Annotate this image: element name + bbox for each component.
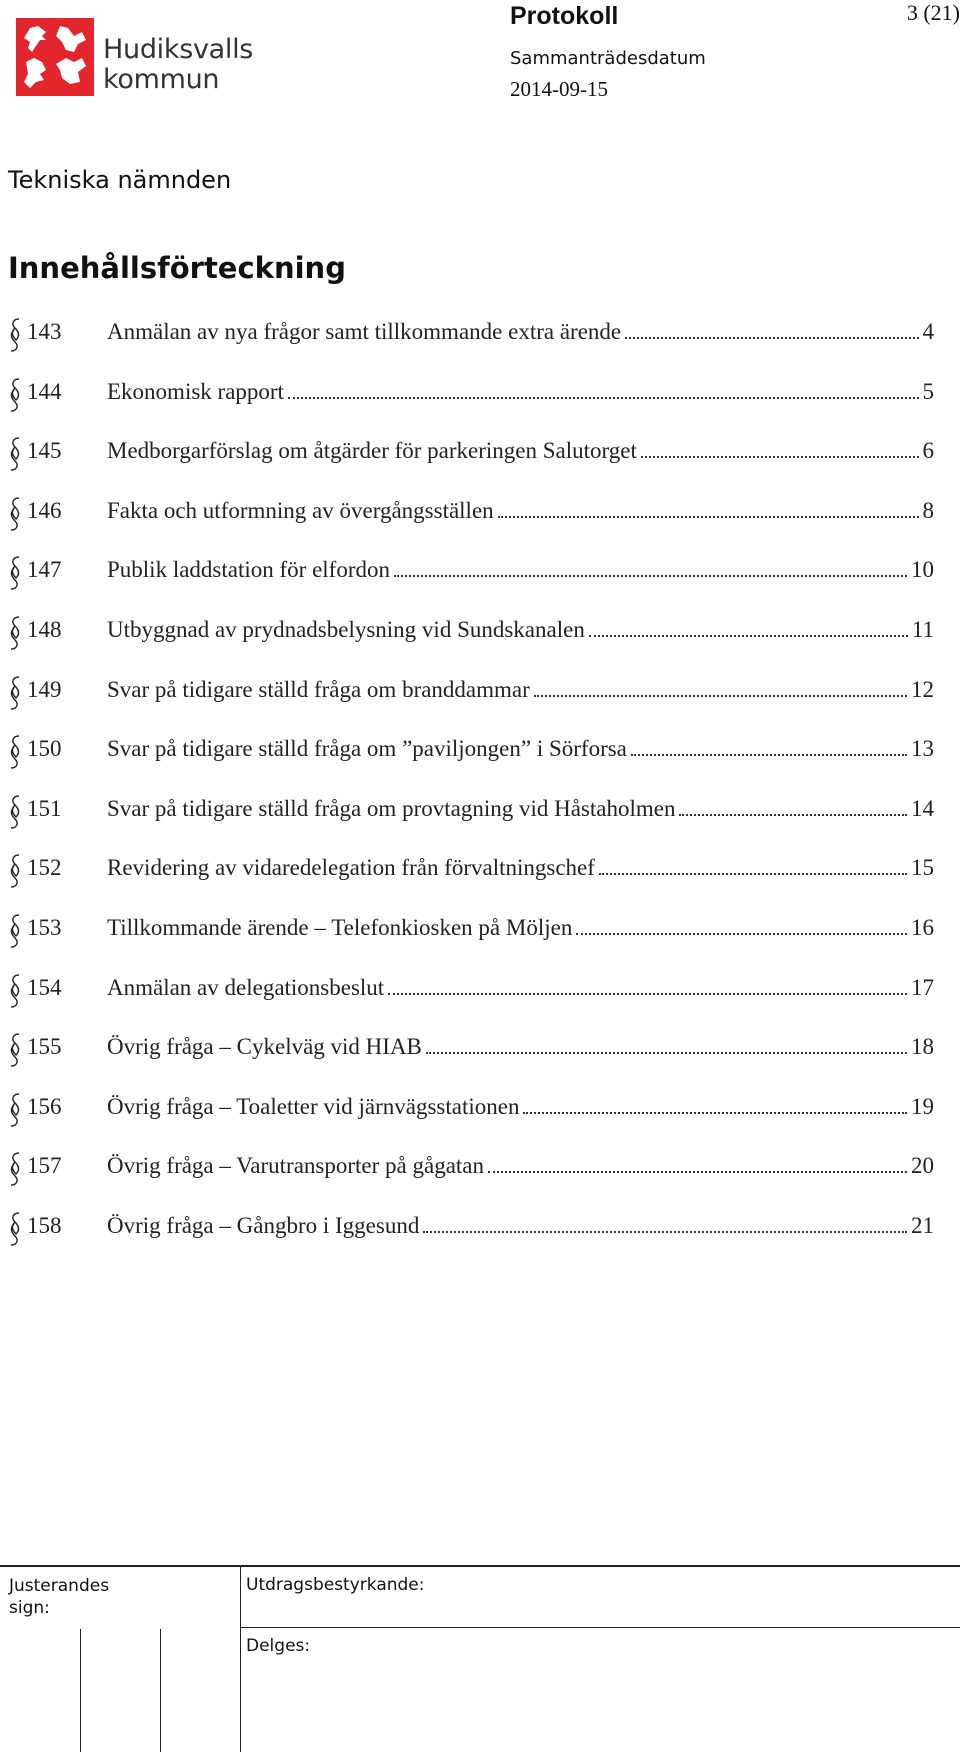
toc-entry[interactable] [8, 790, 934, 850]
utdragsbestyrkande-label: Utdragsbestyrkande: [246, 1575, 425, 1595]
committee-name: Tekniska nämnden [8, 166, 232, 194]
toc-section-number: 148 [27, 616, 62, 642]
section-sign-icon [8, 912, 22, 950]
section-sign-icon [8, 674, 22, 712]
toc-title: Svar på tidigare ställd fråga om ”paviljongen” i Sörforsa [107, 736, 627, 762]
justerandes-label-line-2: sign: [9, 1598, 50, 1618]
section-sign-icon [8, 1091, 22, 1129]
toc-page-number: 5 [922, 378, 934, 404]
toc-section-number: 147 [27, 557, 62, 583]
toc-section-number: 152 [27, 855, 62, 881]
section-sign-icon [8, 316, 22, 354]
toc-leader-dots [394, 575, 907, 577]
toc-title: Publik laddstation för elfordon [107, 557, 390, 583]
toc-section-number: 156 [27, 1093, 62, 1119]
toc-page-number: 8 [922, 497, 934, 523]
toc-section-number: 154 [27, 974, 62, 1000]
section-sign-icon [8, 1031, 22, 1069]
toc-entry-line [107, 379, 934, 405]
toc-title: Utbyggnad av prydnadsbelysning vid Sundskanalen [107, 616, 585, 642]
toc-entry-line [107, 736, 934, 762]
toc-entry[interactable] [8, 492, 934, 552]
toc-leader-dots [679, 814, 907, 816]
section-sign-icon [8, 435, 22, 473]
toc-entry[interactable] [8, 1147, 934, 1207]
toc-entry-line [107, 915, 934, 941]
section-sign-icon [8, 793, 22, 831]
toc-page-number: 21 [911, 1212, 934, 1238]
logo-line-1: Hudiksvalls [103, 34, 254, 65]
table-of-contents [8, 313, 934, 1267]
toc-leader-dots [523, 1112, 907, 1114]
toc-page-number: 4 [922, 319, 934, 344]
toc-title: Svar på tidigare ställd fråga om provtagning vid Håstaholmen [107, 795, 676, 821]
toc-title: Övrig fråga – Toaletter vid järnvägsstationen [107, 1093, 520, 1119]
toc-entry[interactable] [8, 313, 934, 373]
logo-text [103, 35, 253, 95]
goat-crest-icon [16, 18, 94, 96]
toc-page-number: 13 [911, 736, 934, 762]
toc-section-number: 145 [27, 438, 62, 464]
toc-leader-dots [576, 933, 907, 935]
toc-page-number: 16 [911, 914, 934, 940]
toc-leader-dots [625, 337, 918, 339]
toc-entry-line [107, 1034, 934, 1060]
toc-section-number: 146 [27, 497, 62, 523]
toc-entry[interactable] [8, 969, 934, 1029]
toc-title: Övrig fråga – Cykelväg vid HIAB [107, 1034, 422, 1060]
delges-label: Delges: [246, 1636, 311, 1656]
toc-section-number: 151 [27, 795, 62, 821]
toc-section-number: 144 [27, 378, 62, 404]
toc-title: Anmälan av nya frågor samt tillkommande extra ärende [107, 319, 622, 344]
footer-row-divider [240, 1627, 960, 1628]
toc-entry[interactable] [8, 730, 934, 790]
toc-entry[interactable] [8, 611, 934, 671]
toc-entry[interactable] [8, 671, 934, 731]
toc-title: Svar på tidigare ställd fråga om branddammar [107, 676, 530, 702]
toc-section-number: 153 [27, 914, 62, 940]
signature-box-divider [80, 1629, 81, 1752]
toc-entry-line [107, 438, 934, 464]
toc-page-number: 6 [922, 438, 934, 464]
footer-divider [240, 1567, 241, 1752]
toc-page-number: 11 [911, 616, 934, 642]
justerandes-label-line-1: Justerandes [9, 1576, 110, 1596]
toc-entry-line [107, 855, 934, 881]
toc-page-number: 12 [911, 676, 934, 702]
toc-title: Tillkommande ärende – Telefonkiosken på Möljen [107, 914, 573, 940]
hudiksvall-logo [16, 18, 268, 96]
toc-title: Medborgarförslag om åtgärder för parkeringen Salutorget [107, 438, 637, 464]
toc-leader-dots [631, 754, 907, 756]
toc-page-number: 17 [911, 974, 934, 1000]
toc-entry-line [107, 617, 934, 643]
page-number: 3 (21) [906, 0, 960, 25]
toc-title: Fakta och utformning av övergångsställen [107, 497, 494, 523]
document-type: Protokoll [510, 2, 619, 30]
section-sign-icon [8, 972, 22, 1010]
toc-entry[interactable] [8, 551, 934, 611]
section-sign-icon [8, 495, 22, 533]
toc-leader-dots [641, 456, 919, 458]
toc-leader-dots [534, 695, 907, 697]
section-sign-icon [8, 1210, 22, 1248]
toc-title: Ekonomisk rapport [107, 378, 284, 404]
toc-page-number: 19 [911, 1093, 934, 1119]
toc-entry[interactable] [8, 909, 934, 969]
toc-title: Revidering av vidaredelegation från förvaltningschef [107, 855, 595, 881]
toc-page-number: 20 [911, 1153, 934, 1179]
section-sign-icon [8, 614, 22, 652]
toc-section-number: 158 [27, 1212, 62, 1238]
toc-entry[interactable] [8, 1207, 934, 1267]
toc-leader-dots [423, 1231, 907, 1233]
toc-entry-line [107, 557, 934, 583]
toc-page-number: 15 [911, 855, 934, 881]
toc-leader-dots [488, 1171, 907, 1173]
toc-entry-line [107, 1094, 934, 1120]
toc-title: Anmälan av delegationsbeslut [107, 974, 385, 1000]
justerandes-sign-label [9, 1575, 109, 1619]
toc-leader-dots [426, 1052, 907, 1054]
toc-entry[interactable] [8, 373, 934, 433]
toc-section-number: 150 [27, 736, 62, 762]
toc-entry[interactable] [8, 1088, 934, 1148]
toc-title: Övrig fråga – Gångbro i Iggesund [107, 1212, 420, 1238]
toc-entry[interactable] [8, 432, 934, 492]
toc-leader-dots [498, 516, 919, 518]
toc-entry-line [107, 975, 934, 1001]
toc-entry-line [107, 498, 934, 524]
toc-leader-dots [288, 397, 919, 399]
toc-title: Övrig fråga – Varutransporter på gågatan [107, 1153, 485, 1179]
toc-section-number: 155 [27, 1034, 62, 1060]
toc-leader-dots [599, 873, 907, 875]
meeting-date-value: 2014-09-15 [510, 77, 608, 101]
meeting-date-label: Sammanträdesdatum [510, 48, 706, 69]
section-sign-icon [8, 376, 22, 414]
signature-footer [0, 1565, 960, 1752]
toc-entry-line [107, 1213, 934, 1239]
toc-section-number: 143 [27, 319, 62, 344]
toc-entry-line [107, 677, 934, 703]
toc-leader-dots [388, 993, 907, 995]
toc-entry-line [107, 319, 934, 345]
toc-section-number: 157 [27, 1153, 62, 1179]
section-sign-icon [8, 554, 22, 592]
toc-entry[interactable] [8, 849, 934, 909]
toc-page-number: 18 [911, 1034, 934, 1060]
section-sign-icon [8, 1150, 22, 1188]
logo-line-2: kommun [103, 64, 220, 95]
toc-entry-line [107, 796, 934, 822]
section-sign-icon [8, 852, 22, 890]
toc-entry-line [107, 1153, 934, 1179]
toc-leader-dots [589, 635, 908, 637]
toc-page-number: 10 [911, 557, 934, 583]
toc-heading: Innehållsförteckning [8, 251, 346, 285]
signature-box-divider [160, 1629, 161, 1752]
toc-section-number: 149 [27, 676, 62, 702]
section-sign-icon [8, 733, 22, 771]
toc-entry[interactable] [8, 1028, 934, 1088]
toc-page-number: 14 [911, 795, 934, 821]
